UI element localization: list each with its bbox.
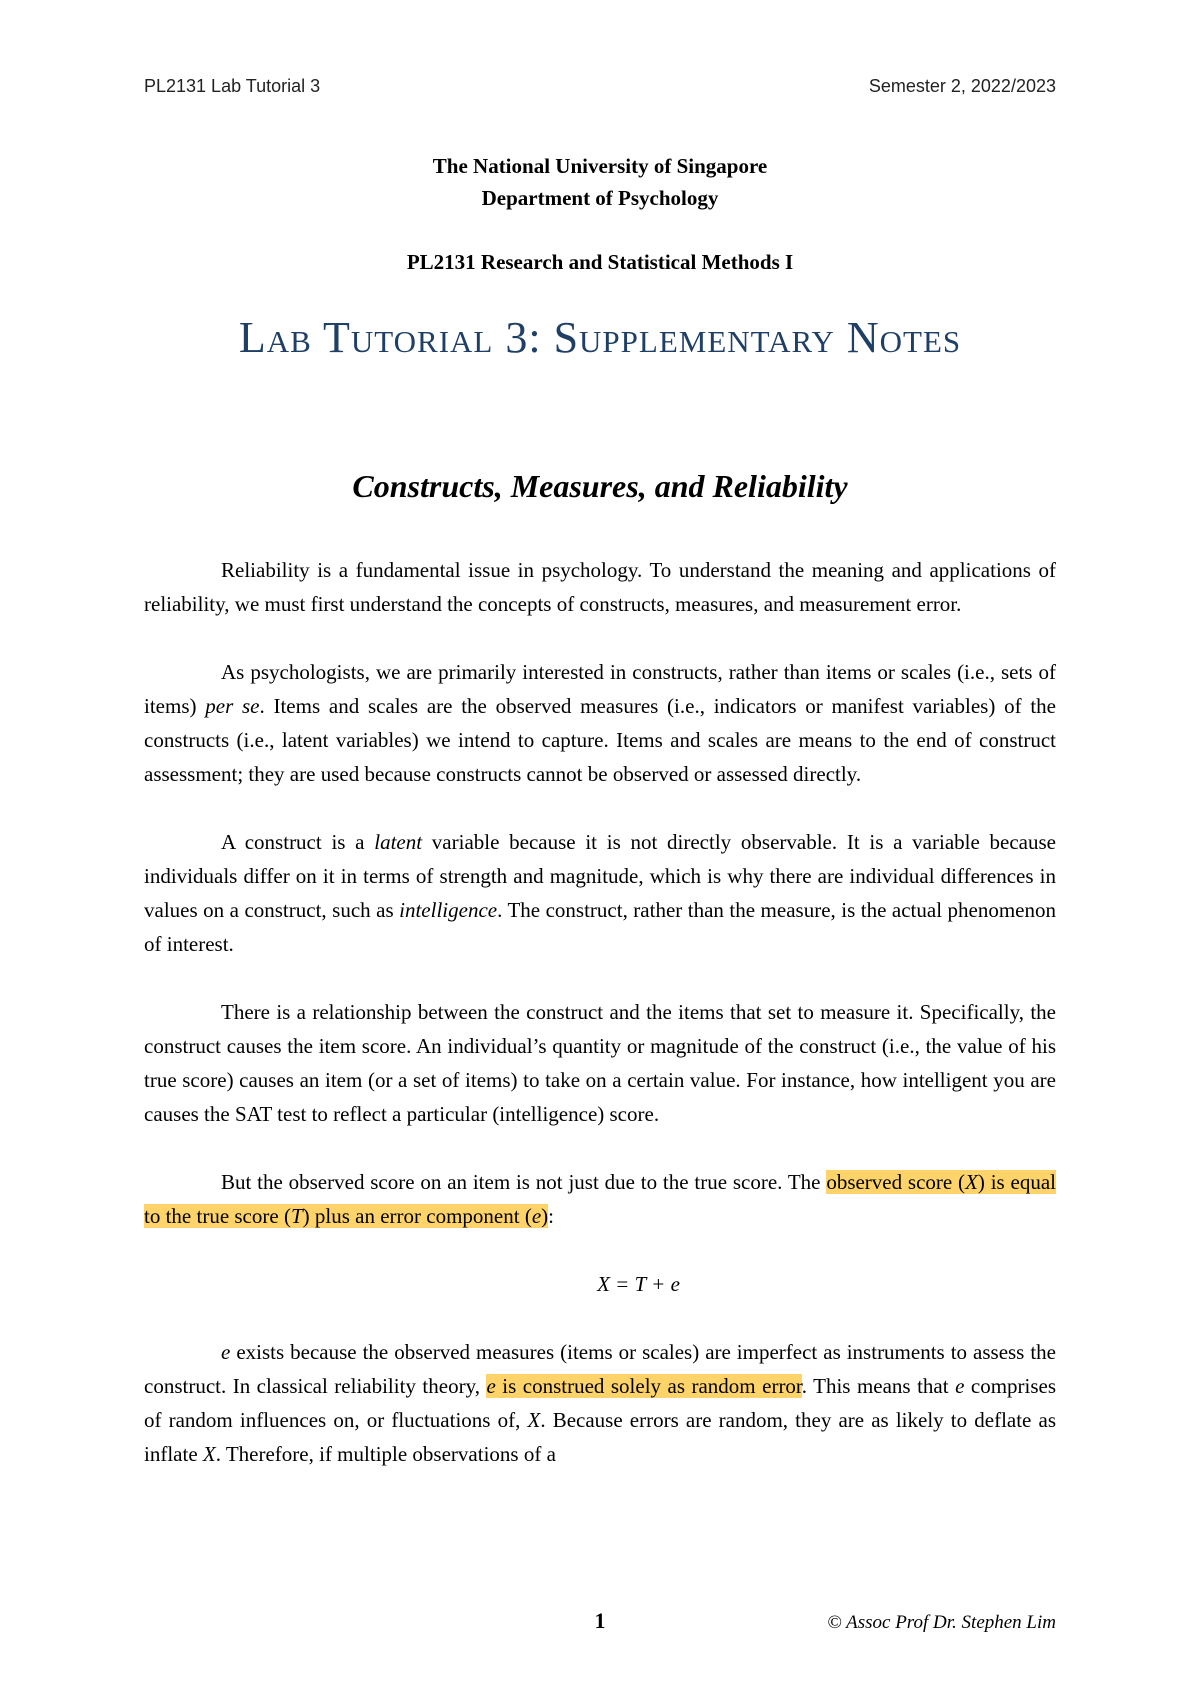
university-name: The National University of Singapore <box>432 154 768 178</box>
text-run: As psychologists, we are primarily interested in constructs, rather than items or scales (i.e., sets of items) <box>144 660 1056 718</box>
text-run: exists because the observed measures (items or scales) are imperfect as instruments to assess the construct. In classical reliability theory, <box>144 1340 1056 1398</box>
italic-run: T <box>290 1204 303 1228</box>
italic-run: e <box>531 1204 542 1228</box>
page-number: 1 <box>594 1608 606 1633</box>
text-run: But the observed score on an item is not just due to the true score. The <box>221 1170 827 1194</box>
paragraph-1: Reliability is a fundamental issue in psychology. To understand the meaning and applications of reliability, we must first understand the concepts of constructs, measures, and measurement error. <box>144 558 1056 616</box>
lab-title: Lab Tutorial 3: Supplementary Notes <box>238 313 962 362</box>
course-title: PL2131 Research and Statistical Methods I <box>406 250 794 274</box>
text-run: comprises of random influences on, or fluctuations of, <box>144 1374 1057 1432</box>
text-run: is construed solely as random error <box>495 1374 802 1398</box>
text-run: A construct is a <box>221 830 375 854</box>
text-run: ) <box>541 1204 549 1228</box>
paragraph-4: There is a relationship between the construct and the items that set to measure it. Specifically, the construct causes the item score. An individual’s quantity or magnitude of the construct (i.e., the value of his true score) causes an item (or a set of items) to take on a certain value. For instance, how intelligent you are causes the SAT test to reflect a particular (intelligence) score. <box>144 1000 1056 1126</box>
highlighted-text <box>486 1374 801 1398</box>
italic-run: latent <box>374 830 423 854</box>
paragraph-5 <box>144 1165 1056 1233</box>
italic-run: intelligence <box>399 898 498 922</box>
italic-run: X <box>965 1170 978 1194</box>
italic-run: e <box>486 1374 496 1398</box>
section-title: Constructs, Measures, and Reliability <box>352 468 848 504</box>
header-course-label: PL2131 Lab Tutorial 3 <box>144 76 321 96</box>
italic-run: e <box>955 1374 965 1398</box>
paragraph-6 <box>144 1335 1056 1471</box>
text-run: . This means that <box>801 1374 956 1398</box>
text-run: . The construct, rather than the measure, is the actual phenomenon of interest. <box>144 898 1056 956</box>
equation: X = T + e <box>597 1272 680 1296</box>
italic-run: per se <box>205 694 260 718</box>
text-run: : <box>548 1204 554 1228</box>
text-run: ) is equal to the true score ( <box>144 1170 1057 1228</box>
text-run: variable because it is not directly observable. It is a variable because individuals differ on it in terms of strength and magnitude, which is why there are individual differences in values on a construct, such as <box>144 830 1056 922</box>
paragraph-3 <box>144 825 1056 961</box>
text-run: ) plus an error component ( <box>302 1204 532 1228</box>
italic-run: X <box>527 1408 541 1432</box>
footer-credit: © Assoc Prof Dr. Stephen Lim <box>827 1612 1056 1633</box>
text-run: . Because errors are random, they are as likely to deflate as inflate <box>144 1408 1057 1466</box>
italic-run: X <box>202 1442 216 1466</box>
text-run: . Therefore, if multiple observations of a <box>215 1442 556 1466</box>
institution-block <box>0 150 1200 214</box>
italic-run: e <box>221 1340 231 1364</box>
department-name: Department of Psychology <box>481 186 719 210</box>
text-run: . Items and scales are the observed measures (i.e., indicators or manifest variables) of the constructs (i.e., latent variables) we intend to capture. Items and scales are means to the end of construct assessment; they are used because constructs cannot be observed or assessed directly. <box>144 694 1056 786</box>
paragraph-2 <box>144 655 1056 791</box>
header-semester-label: Semester 2, 2022/2023 <box>868 76 1056 96</box>
body-text <box>144 553 1056 1505</box>
text-run: observed score ( <box>826 1170 966 1194</box>
